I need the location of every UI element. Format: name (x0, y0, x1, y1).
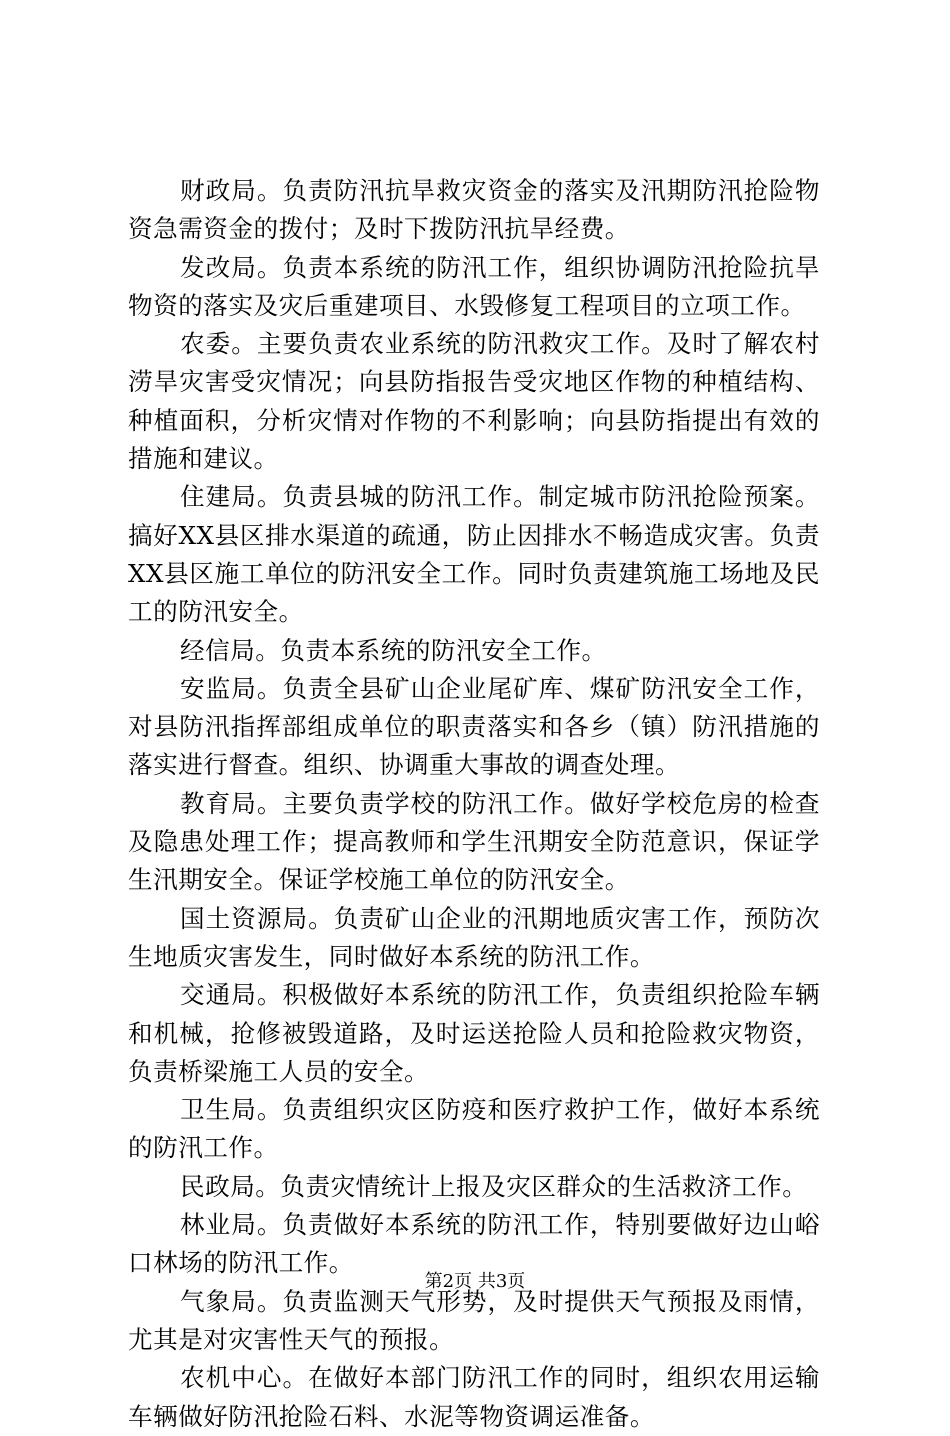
paragraph-agricultural-machinery-center: 农机中心。在做好本部门防汛工作的同时，组织农用运输车辆做好防汛抢险石料、水泥等物资调运准备。 (128, 1363, 820, 1431)
paragraph-meteorological-bureau: 气象局。负责监测天气形势，及时提供天气预报及雨情，尤其是对灾害性天气的预报。 (128, 1286, 820, 1354)
paragraph-work-safety-bureau: 安监局。负责全县矿山企业尾矿库、煤矿防汛安全工作，对县防汛指挥部组成单位的职责落实和各乡（镇）防汛措施的落实进行督查。组织、协调重大事故的调查处理。 (128, 673, 820, 780)
paragraph-health-bureau: 卫生局。负责组织灾区防疫和医疗救护工作，做好本系统的防汛工作。 (128, 1095, 820, 1163)
paragraph-agriculture-committee: 农委。主要负责农业系统的防汛救灾工作。及时了解农村涝旱灾害受灾情况；向县防指报告受灾地区作物的种植结构、种植面积，分析灾情对作物的不利影响；向县防指提出有效的措施和建议。 (128, 329, 820, 474)
paragraph-development-reform-bureau: 发改局。负责本系统的防汛工作，组织协调防汛抢险抗旱物资的落实及灾后重建项目、水毁修复工程项目的立项工作。 (128, 252, 820, 320)
paragraph-forestry-bureau: 林业局。负责做好本系统的防汛工作，特别要做好边山峪口林场的防汛工作。 (128, 1210, 820, 1278)
paragraph-civil-affairs-bureau: 民政局。负责灾情统计上报及灾区群众的生活救济工作。 (180, 1171, 808, 1201)
paragraph-finance-bureau: 财政局。负责防汛抗旱救灾资金的落实及汛期防汛抢险物资急需资金的拨付；及时下拨防汛抗旱经费。 (128, 176, 820, 244)
paragraph-economy-information-bureau: 经信局。负责本系统的防汛安全工作。 (180, 635, 607, 665)
paragraph-education-bureau: 教育局。主要负责学校的防汛工作。做好学校危房的检查及隐患处理工作；提高教师和学生汛期安全防范意识，保证学生汛期安全。保证学校施工单位的防汛安全。 (128, 788, 820, 895)
document-body (128, 172, 820, 1436)
page-footer (0, 1270, 950, 1294)
paragraph-transport-bureau: 交通局。积极做好本系统的防汛工作，负责组织抢险车辆和机械，抢修被毁道路，及时运送抢险人员和抢险救灾物资，负责桥梁施工人员的安全。 (128, 980, 820, 1086)
paragraph-land-resources-bureau: 国土资源局。负责矿山企业的汛期地质灾害工作，预防次生地质灾害发生，同时做好本系统的防汛工作。 (128, 903, 820, 971)
page-number: 第2页 共3页 (424, 1271, 526, 1292)
paragraph-housing-construction-bureau: 住建局。负责县城的防汛工作。制定城市防汛抢险预案。搞好XX县区排水渠道的疏通，防止因排水不畅造成灾害。负责XX县区施工单位的防汛安全工作。同时负责建筑施工场地及民工的防汛安全。 (128, 482, 820, 627)
